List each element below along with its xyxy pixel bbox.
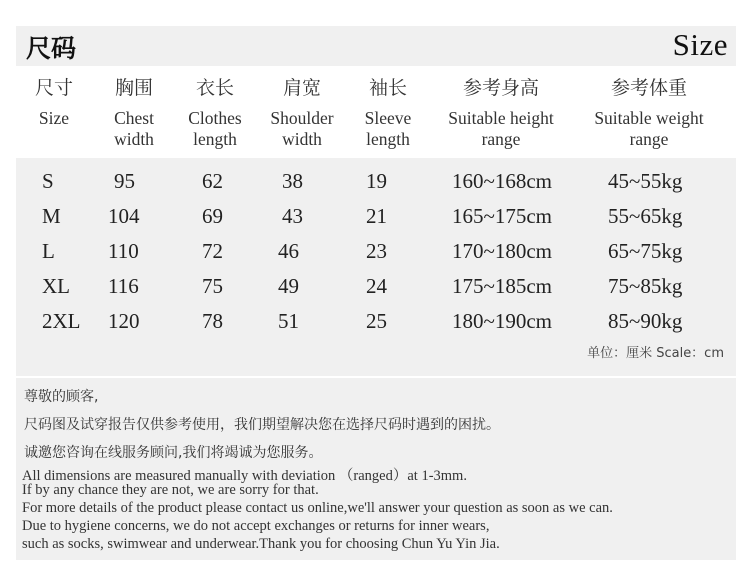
notice-line-en: such as socks, swimwear and underwear.Thank you for choosing Chun Yu Yin Jia. (22, 536, 500, 552)
size-table (16, 158, 736, 376)
notice-box (16, 378, 736, 560)
cell-chest: 120 (108, 309, 140, 333)
cell-chest: 116 (108, 274, 139, 298)
cell-height: 180~190cm (452, 309, 553, 333)
cell-sleeve: 24 (366, 274, 387, 298)
cell-size: XL (42, 274, 70, 298)
cell-size: 2XL (42, 309, 81, 333)
notice-line: 诚邀您咨询在线服务顾问,我们将竭诚为您服务。 (24, 445, 323, 461)
cell-height: 165~175cm (452, 204, 553, 228)
col-header-en: Suitable weight range (594, 108, 704, 149)
cell-sleeve: 21 (366, 204, 387, 228)
cell-size: S (42, 169, 54, 193)
col-header-chest (96, 74, 172, 150)
cell-clothes-length: 78 (202, 309, 223, 333)
col-header-cn: 衣长 (195, 77, 234, 99)
notice-line: 尺码图及试穿报告仅供参考使用，我们期望解决您在选择尺码时遇到的困扰。 (24, 417, 500, 433)
title-chinese: 尺码 (26, 34, 77, 63)
cell-weight: 75~85kg (608, 274, 683, 298)
notice-line-en: For more details of the product please contact us online,we'll answer your question as soon as we can. (22, 500, 613, 516)
notice-greeting: 尊敬的顾客, (24, 389, 99, 405)
col-header-clothes-length (176, 74, 254, 150)
cell-size: M (42, 204, 61, 228)
col-header-cn: 参考体重 (610, 77, 687, 99)
cell-clothes-length: 69 (202, 204, 223, 228)
col-header-height (430, 74, 572, 150)
cell-chest: 95 (114, 169, 135, 193)
notice-line-en: If by any chance they are not, we are sorry for that. (22, 482, 319, 498)
cell-height: 170~180cm (452, 239, 553, 263)
cell-weight: 85~90kg (608, 309, 683, 333)
table-row (16, 269, 736, 304)
cell-chest: 104 (108, 204, 140, 228)
title-english: Size (672, 27, 728, 62)
size-header-bar (16, 26, 736, 66)
unit-note: 单位：厘米 Scale：cm (587, 346, 724, 361)
cell-clothes-length: 75 (202, 274, 223, 298)
cell-size: L (42, 239, 55, 263)
cell-weight: 45~55kg (608, 169, 683, 193)
notice-line-en: Due to hygiene concerns, we do not accept exchanges or returns for inner wears, (22, 518, 490, 534)
cell-weight: 65~75kg (608, 239, 683, 263)
cell-height: 160~168cm (452, 169, 553, 193)
cell-clothes-length: 72 (202, 239, 223, 263)
col-header-cn: 参考身高 (462, 77, 539, 99)
notice-line-en: All dimensions are measured manually with deviation （ranged）at 1-3mm. (22, 468, 467, 484)
col-header-cn: 肩宽 (282, 77, 321, 99)
cell-clothes-length: 62 (202, 169, 223, 193)
col-header-en: Clothes length (188, 108, 242, 149)
table-row (16, 304, 736, 339)
cell-sleeve: 23 (366, 239, 387, 263)
column-headers (0, 74, 750, 158)
table-row (16, 234, 736, 269)
col-header-en: Suitable height range (448, 108, 554, 149)
col-header-cn: 尺寸 (34, 77, 73, 99)
cell-shoulder: 38 (282, 169, 303, 193)
col-header-size (24, 74, 84, 129)
col-header-sleeve (352, 74, 424, 150)
col-header-cn: 胸围 (114, 77, 153, 99)
col-header-cn: 袖长 (368, 77, 407, 99)
cell-shoulder: 51 (278, 309, 299, 333)
cell-shoulder: 49 (278, 274, 299, 298)
cell-chest: 110 (108, 239, 139, 263)
table-row (16, 199, 736, 234)
col-header-shoulder (258, 74, 346, 150)
col-header-en: Size (38, 108, 70, 128)
cell-shoulder: 43 (282, 204, 303, 228)
cell-sleeve: 19 (366, 169, 387, 193)
cell-sleeve: 25 (366, 309, 387, 333)
table-row (16, 164, 736, 199)
col-header-en: Sleeve length (364, 108, 412, 149)
col-header-weight (578, 74, 720, 150)
col-header-en: Shoulder width (270, 108, 334, 149)
cell-shoulder: 46 (278, 239, 299, 263)
col-header-en: Chest width (114, 108, 154, 149)
cell-height: 175~185cm (452, 274, 553, 298)
cell-weight: 55~65kg (608, 204, 683, 228)
